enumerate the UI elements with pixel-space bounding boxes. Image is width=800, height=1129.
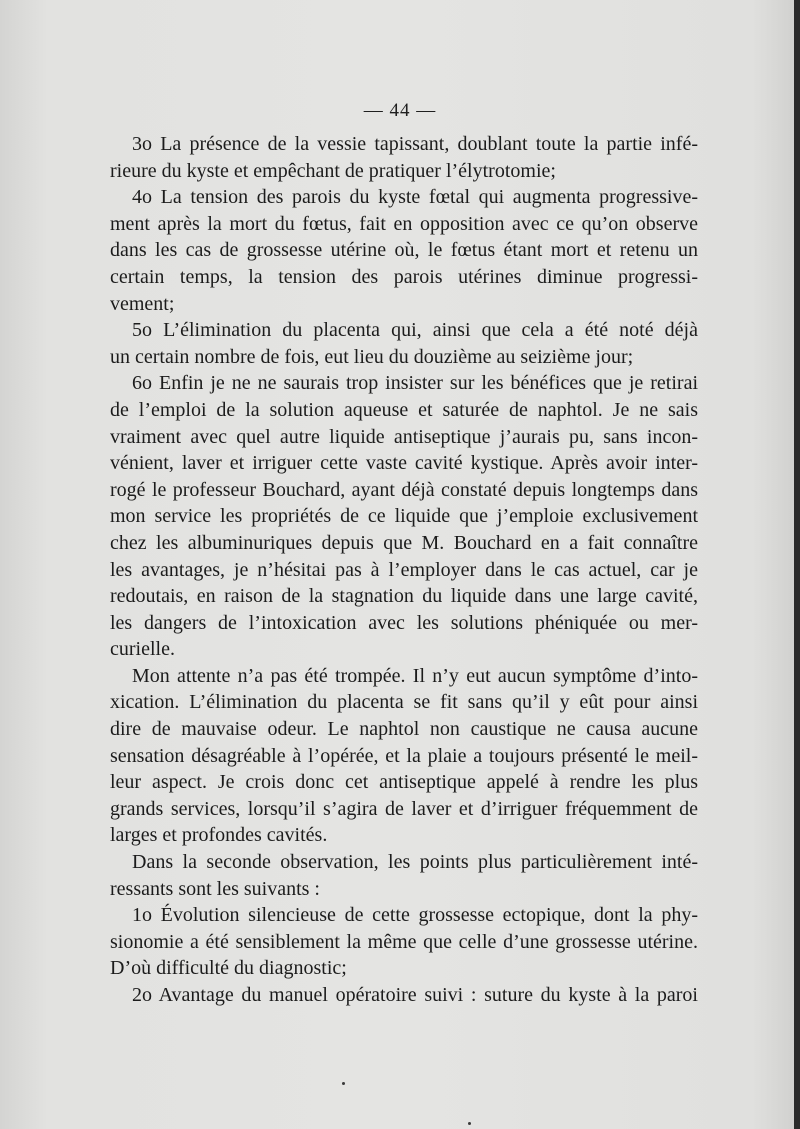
text-line: les dangers de l’intoxication avec les solutions phéniquée ou mer- (110, 611, 698, 634)
text-line: larges et profondes cavités. (110, 824, 328, 847)
text-line: dans les cas de grossesse utérine où, le fœtus étant mort et retenu un (110, 239, 698, 262)
text-line: dire de mauvaise odeur. Le naphtol non caustique ne causa aucune (110, 718, 698, 741)
text-line: 1o Évolution silencieuse de cette grossesse ectopique, dont la phy- (132, 904, 698, 927)
text-line: 2o Avantage du manuel opératoire suivi : suture du kyste à la paroi (132, 984, 698, 1006)
text-line: vement; (110, 292, 175, 315)
text-line: de l’emploi de la solution aqueuse et saturée de naphtol. Je ne sais (110, 398, 698, 421)
text-line: D’où difficulté du diagnostic; (110, 957, 347, 980)
text-line: 5o L’élimination du placenta qui, ainsi que cela a été noté déjà (132, 319, 698, 342)
text-line: 4o La tension des parois du kyste fœtal qui augmenta progressive- (132, 186, 698, 209)
text-line: Mon attente n’a pas été trompée. Il n’y eut aucun symptôme d’into- (132, 664, 698, 687)
text-line: ment après la mort du fœtus, fait en opposition avec ce qu’on observe (110, 212, 698, 235)
text-line: 6o Enfin je ne ne saurais trop insister sur les bénéfices que je retirai (132, 372, 698, 395)
text-line: Dans la seconde observation, les points plus particulièrement inté- (132, 851, 698, 874)
text-line: certain temps, la tension des parois utérines diminue progressi- (110, 265, 698, 288)
text-line: curielle. (110, 638, 175, 661)
text-line: 3o La présence de la vessie tapissant, doublant toute la partie infé- (132, 133, 698, 155)
page-number: — 44 — (363, 100, 437, 121)
text-line: xication. L’élimination du placenta se fit sans qu’il y eût pour ainsi (110, 691, 698, 714)
ink-speck (342, 1082, 345, 1085)
text-line: rieure du kyste et empêchant de pratiquer l’élytrotomie; (110, 159, 556, 182)
text-line: mon service les propriétés de ce liquide que j’emploie exclusivement (110, 505, 698, 528)
text-line: un certain nombre de fois, eut lieu du douzième au seizième jour; (110, 345, 634, 368)
text-line: sensation désagréable à l’opérée, et la plaie a toujours présenté le meil- (110, 744, 698, 767)
ink-speck (468, 1122, 471, 1125)
text-line: les avantages, je n’hésitai pas à l’employer dans le cas actuel, car je (110, 558, 698, 581)
text-line: vénient, laver et irriguer cette vaste cavité kystique. Après avoir inter- (110, 452, 698, 475)
text-line: rogé le professeur Bouchard, ayant déjà constaté depuis longtemps dans (110, 478, 698, 501)
text-line: vraiment avec quel autre liquide antiseptique j’aurais pu, sans incon- (110, 425, 698, 448)
text-line: grands services, lorsqu’il s’agira de laver et d’irriguer fréquemment de (110, 797, 698, 820)
text-line: redoutais, en raison de la stagnation du liquide dans une large cavité, (110, 585, 698, 608)
text-line: sionomie a été sensiblement la même que celle d’une grossesse utérine. (110, 930, 698, 953)
scan-edge-shadow (794, 0, 800, 1129)
text-line: chez les albuminuriques depuis que M. Bouchard en a fait connaître (110, 531, 698, 554)
text-line: leur aspect. Je crois donc cet antiseptique appelé à rendre les plus (110, 771, 698, 794)
body-text (110, 131, 698, 1009)
text-line: ressants sont les suivants : (110, 877, 320, 900)
